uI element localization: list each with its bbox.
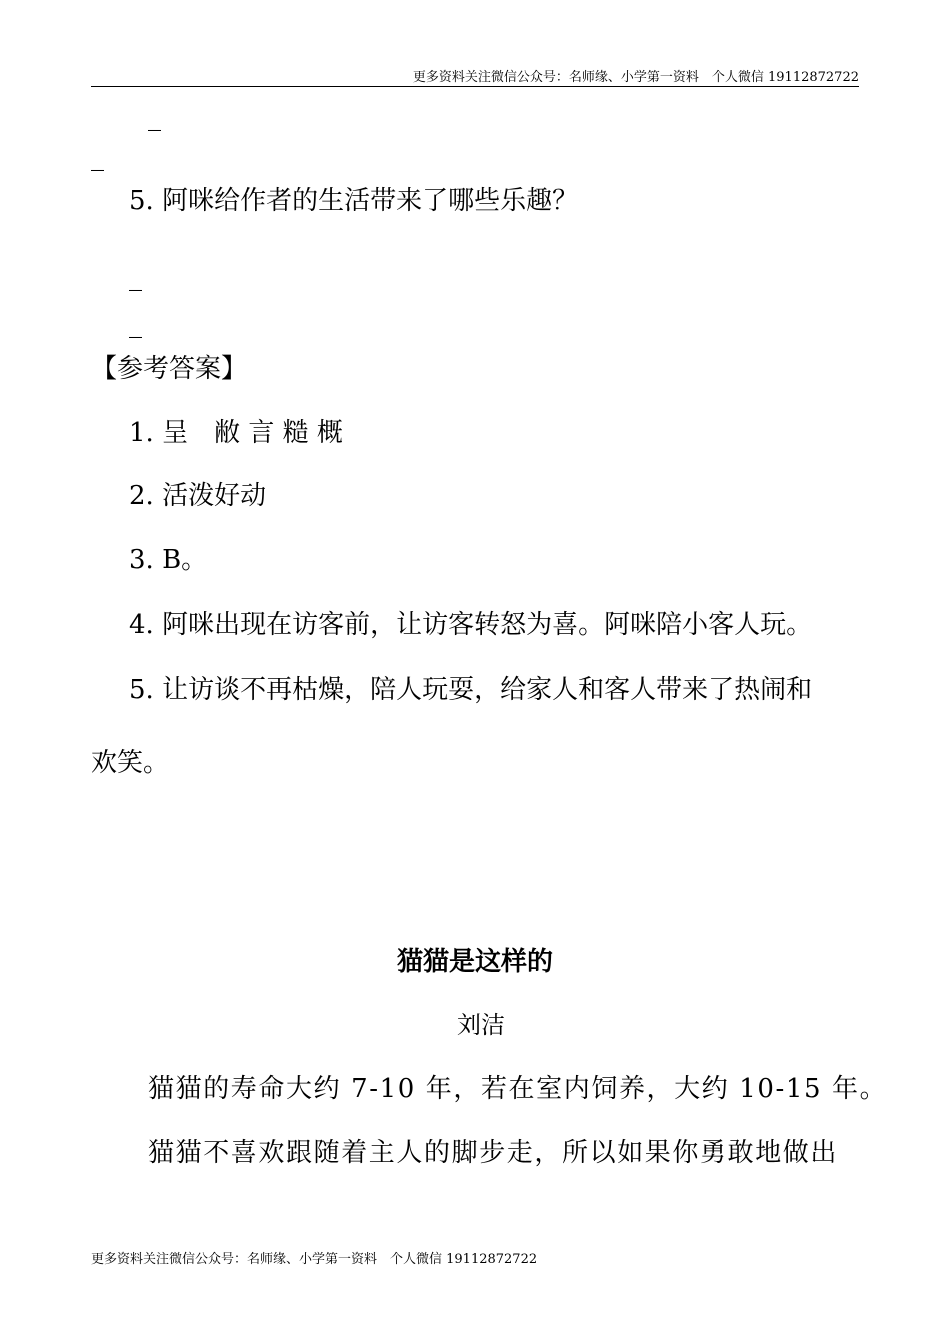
question-5: 5. 阿咪给作者的生活带来了哪些乐趣？: [129, 186, 579, 216]
article-paragraph-1: 猫猫的寿命大约 7-10 年，若在室内饲养，大约 10-15 年。: [148, 1074, 888, 1104]
page-header: 更多资料关注微信公众号：名师缘、小学第一资料 个人微信 19112872722: [412, 70, 859, 85]
answer-2: 2. 活泼好动: [129, 481, 267, 511]
article-paragraph-2: 猫猫不喜欢跟随着主人的脚步走，所以如果你勇敢地做出: [148, 1138, 839, 1168]
answer-key-heading: 【参考答案】: [91, 354, 248, 384]
answer-4: 4. 阿咪出现在访客前，让访客转怒为喜。阿咪陪小客人玩。: [129, 610, 813, 640]
article-author: 刘洁: [457, 1011, 505, 1039]
answer-5-continued: 欢笑。: [91, 748, 170, 778]
answer-blank-line: _: [129, 262, 142, 292]
answer-blank-line: _: [148, 102, 161, 132]
answer-5: 5. 让访谈不再枯燥，陪人玩耍，给家人和客人带来了热闹和: [129, 675, 813, 705]
answer-blank-line: _: [91, 142, 104, 172]
page-footer: 更多资料关注微信公众号：名师缘、小学第一资料 个人微信 19112872722: [91, 1252, 538, 1267]
answer-3: 3. B。: [129, 545, 208, 575]
article-title: 猫猫是这样的: [396, 947, 553, 977]
header-divider: [91, 86, 859, 87]
answer-blank-line: _: [129, 309, 142, 339]
answer-1: 1. 呈 敝 言 糙 概: [129, 418, 343, 448]
